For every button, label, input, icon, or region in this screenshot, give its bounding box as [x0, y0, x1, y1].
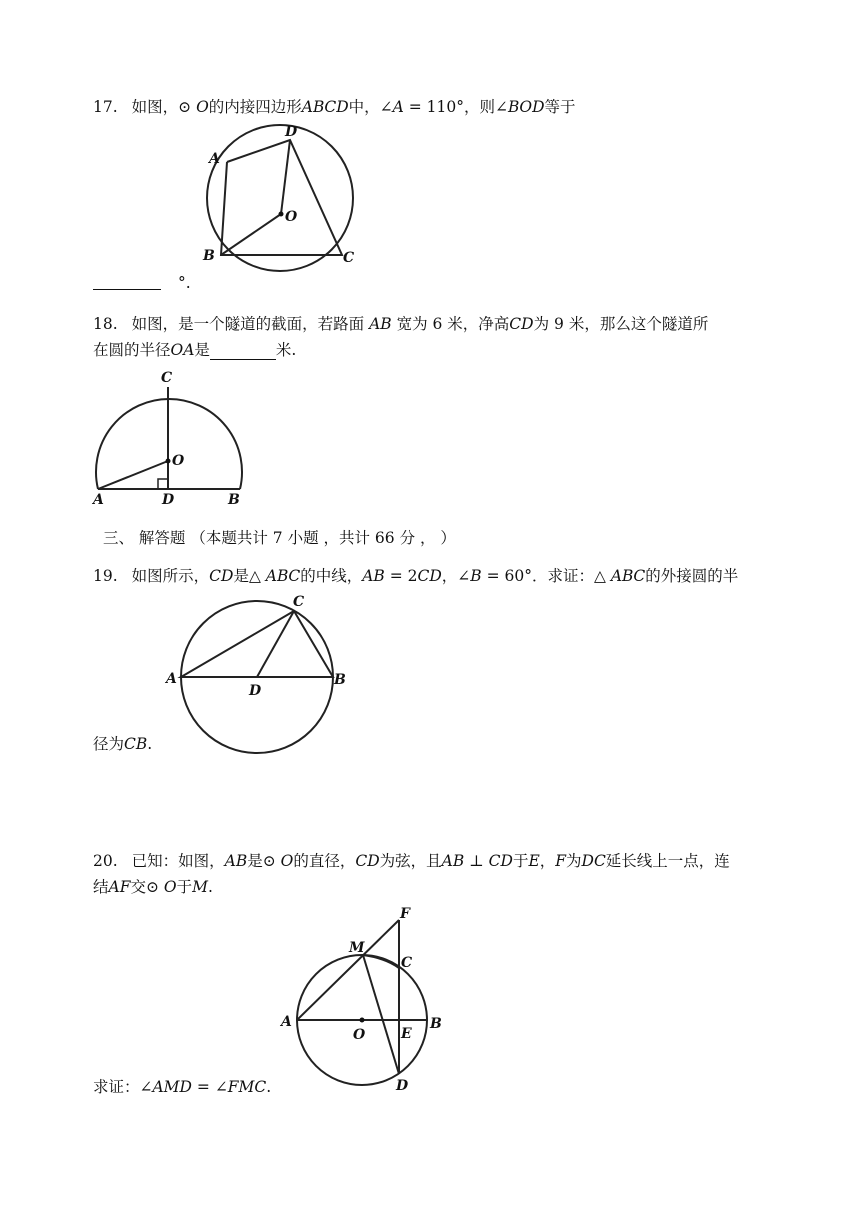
q17-text: [93, 97, 576, 117]
q17-answer-blank[interactable]: [93, 271, 161, 290]
q17-segment-od: [281, 140, 290, 214]
q19-figure: [163, 590, 353, 755]
q17-statement: 如图，⊙ 𝑂的内接四边形𝐴𝐵𝐶𝐷中，∠𝐴 = 110°，则∠𝐵𝑂𝐷等于: [131, 98, 576, 116]
q19-number: 19.: [93, 567, 118, 585]
q17-quadrilateral: [221, 140, 342, 255]
q18-answer-blank[interactable]: [210, 343, 276, 360]
q20-line-af: [297, 920, 399, 1020]
section-3-heading: 三、 解答题 （本题共计 7 小题 ，共计 66 分 ， ）: [103, 529, 456, 547]
q20-label-e: E: [401, 1026, 412, 1042]
q18-text-line2: [93, 340, 296, 360]
q19-label-b: B: [334, 672, 346, 688]
q18-statement-line1: 如图，是一个隧道的截面，若路面 𝐴𝐵 宽为 6 米，净高𝐶𝐷为 9 米，那么这个隧道所: [131, 315, 709, 333]
q19-label-d: D: [249, 683, 262, 699]
q17-label-a: A: [209, 151, 220, 167]
q18-right-angle-mark: [158, 479, 168, 489]
q17-figure: [195, 118, 375, 278]
q17-label-o: O: [285, 209, 298, 225]
q18-label-a: A: [93, 492, 104, 508]
q18-statement-suffix: 米.: [275, 341, 297, 359]
q19-text-line1: [93, 566, 738, 586]
q18-label-c: C: [161, 370, 173, 386]
q18-label-d: D: [162, 492, 175, 508]
q19-label-a: A: [166, 671, 177, 687]
q18-label-b: B: [228, 492, 240, 508]
q19-label-c: C: [293, 594, 305, 610]
q20-text-line3: 求证：∠𝐴𝑀𝐷 = ∠𝐹𝑀𝐶.: [93, 1078, 272, 1096]
q17-tail: °.: [178, 274, 191, 292]
q18-number: 18.: [93, 315, 118, 333]
q20-segment-md: [363, 955, 399, 1074]
q17-number: 17.: [93, 98, 118, 116]
q20-center-dot: [360, 1018, 365, 1023]
q20-label-f: F: [400, 906, 410, 922]
q18-statement-prefix: 在圆的半径𝑂𝐴是: [93, 341, 210, 359]
q18-label-o: O: [172, 453, 185, 469]
q20-number: 20.: [93, 852, 118, 870]
q19-triangle: [181, 611, 333, 677]
q18-figure: [88, 365, 248, 510]
q20-figure: [279, 902, 449, 1097]
q20-text-line2: 结𝐴𝐹交⊙ 𝑂于𝑀.: [93, 878, 213, 896]
q20-label-c: C: [401, 955, 413, 971]
q18-text-line1: [93, 314, 708, 334]
q20-label-d: D: [396, 1078, 409, 1094]
q17-center-dot: [279, 212, 284, 217]
q19-statement-line1: 如图所示，𝐶𝐷是△ 𝐴𝐵𝐶的中线，𝐴𝐵 = 2𝐶𝐷，∠𝐵 = 60°．求证：△ 𝐴𝐵𝐶的外接圆的半: [131, 567, 739, 585]
q20-statement-line1: 已知：如图，𝐴𝐵是⊙ 𝑂的直径，𝐶𝐷为弦，且𝐴𝐵 ⊥ 𝐶𝐷于𝐸，𝐹为𝐷𝐶延长线上一点，连: [131, 852, 730, 870]
q17-label-d: D: [285, 124, 298, 140]
q20-label-o: O: [353, 1027, 366, 1043]
q19-text-line2: 径为𝐶𝐵.: [93, 735, 153, 753]
q20-label-m: M: [349, 940, 365, 956]
q18-center-dot: [166, 459, 171, 464]
q17-label-b: B: [203, 248, 215, 264]
q20-text-line1: [93, 851, 730, 871]
q20-label-a: A: [281, 1014, 292, 1030]
q17-label-c: C: [343, 250, 355, 266]
q20-label-b: B: [430, 1016, 442, 1032]
q17-segment-ob: [221, 214, 281, 255]
